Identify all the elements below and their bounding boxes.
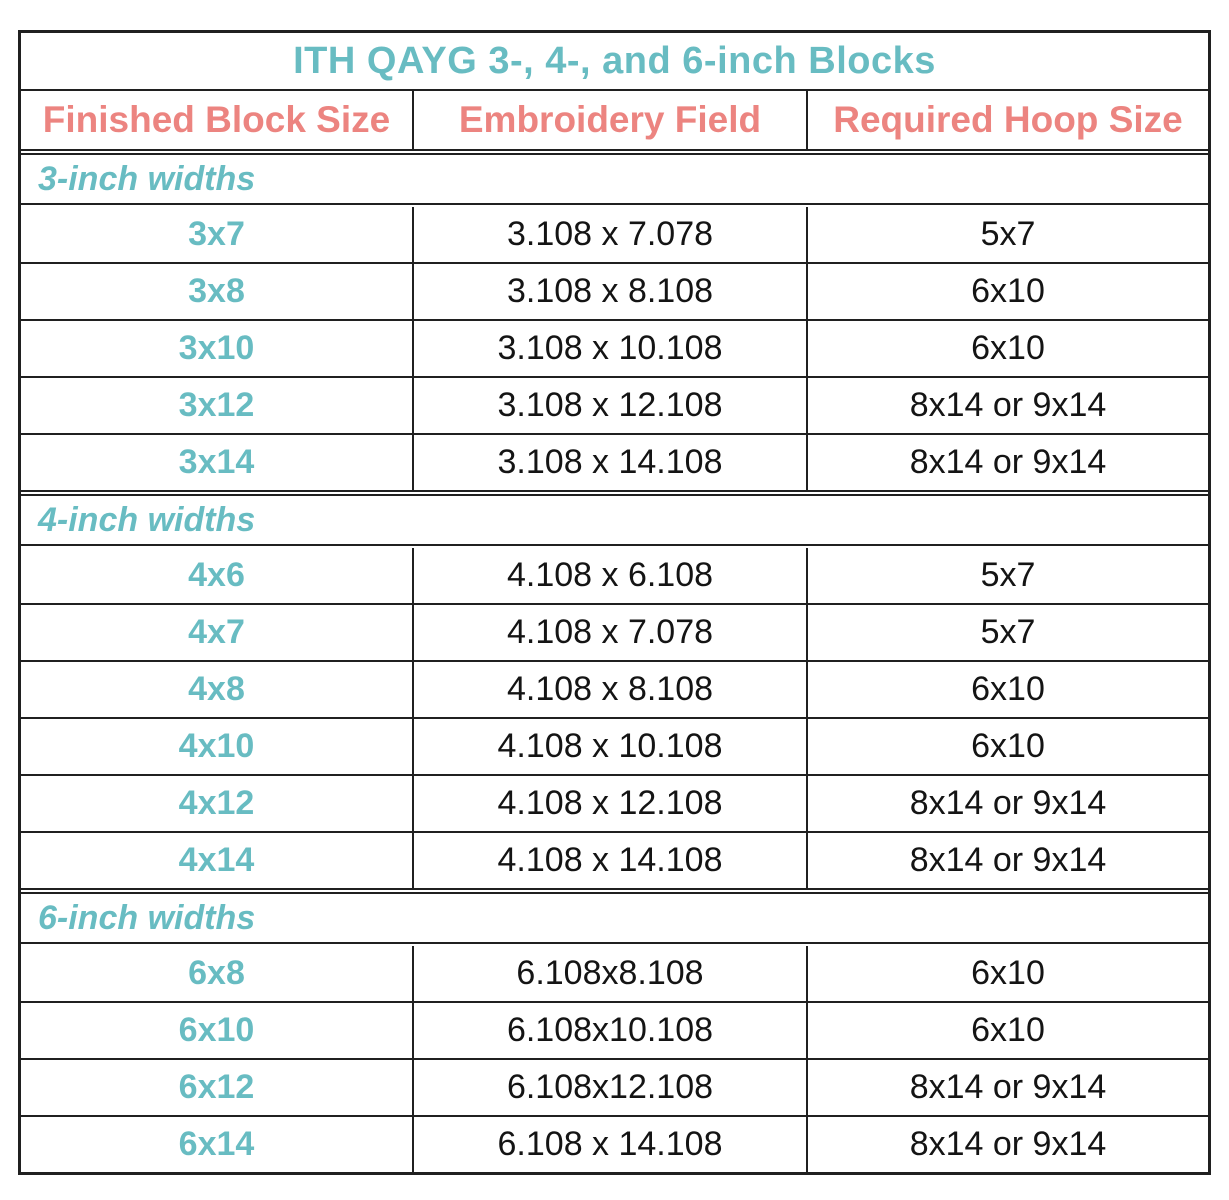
- table-row: [21, 548, 1208, 605]
- hoop-size-cell: 8x14 or 9x14: [909, 841, 1107, 879]
- block-size-cell: 3x8: [21, 264, 414, 319]
- block-size-cell: 3x14: [21, 435, 414, 490]
- table-row: [21, 207, 1208, 264]
- table-row: [21, 719, 1208, 776]
- hoop-size-cell: 6x10: [971, 1011, 1045, 1049]
- hoop-size-cell: 8x14 or 9x14: [909, 386, 1107, 424]
- section-label: 3-inch widths: [38, 159, 256, 198]
- column-header-required-hoop-size: Required Hoop Size: [833, 99, 1183, 140]
- section-label: 4-inch widths: [38, 500, 256, 539]
- hoop-size-cell: 5x7: [980, 215, 1036, 253]
- embroidery-field-cell: 4.108 x 6.108: [414, 548, 808, 603]
- table-row: [21, 321, 1208, 378]
- embroidery-field-cell: 4.108 x 7.078: [414, 605, 808, 660]
- block-size-cell: 3x7: [21, 207, 414, 262]
- table-row: [21, 435, 1208, 492]
- block-size-cell: 3x10: [21, 321, 414, 376]
- embroidery-field-cell: 3.108 x 7.078: [414, 207, 808, 262]
- table-row: [21, 378, 1208, 435]
- embroidery-field-cell: 6.108x8.108: [414, 946, 808, 1001]
- block-size-cell: 4x8: [21, 662, 414, 717]
- table-row: [21, 776, 1208, 833]
- column-header-embroidery-field: Embroidery Field: [414, 91, 808, 149]
- hoop-size-cell: 6x10: [971, 727, 1045, 765]
- embroidery-field-cell: 4.108 x 12.108: [414, 776, 808, 831]
- table-row: [21, 605, 1208, 662]
- table-row: [21, 1003, 1208, 1060]
- hoop-size-cell: 6x10: [971, 954, 1045, 992]
- hoop-size-cell: 8x14 or 9x14: [909, 784, 1107, 822]
- embroidery-field-cell: 6.108 x 14.108: [414, 1117, 808, 1172]
- column-header-finished-block-size: Finished Block Size: [21, 91, 414, 149]
- embroidery-field-cell: 3.108 x 12.108: [414, 378, 808, 433]
- embroidery-field-cell: 4.108 x 14.108: [414, 833, 808, 888]
- embroidery-field-cell: 3.108 x 10.108: [414, 321, 808, 376]
- embroidery-field-cell: 4.108 x 8.108: [414, 662, 808, 717]
- block-size-cell: 6x10: [21, 1003, 414, 1058]
- section-label: 6-inch widths: [38, 898, 256, 937]
- block-size-cell: 6x14: [21, 1117, 414, 1172]
- table-row: [21, 1117, 1208, 1172]
- block-size-cell: 4x6: [21, 548, 414, 603]
- block-size-cell: 6x12: [21, 1060, 414, 1115]
- block-size-cell: 6x8: [21, 946, 414, 1001]
- embroidery-field-cell: 3.108 x 14.108: [414, 435, 808, 490]
- table-title: ITH QAYG 3-, 4-, and 6-inch Blocks: [21, 33, 1208, 91]
- hoop-size-cell: 6x10: [971, 670, 1045, 708]
- hoop-size-cell: 5x7: [980, 613, 1036, 651]
- hoop-size-cell: 5x7: [980, 556, 1036, 594]
- block-size-cell: 3x12: [21, 378, 414, 433]
- block-size-cell: 4x10: [21, 719, 414, 774]
- embroidery-field-cell: 6.108x10.108: [414, 1003, 808, 1058]
- embroidery-field-cell: 6.108x12.108: [414, 1060, 808, 1115]
- hoop-size-cell: 6x10: [971, 329, 1045, 367]
- embroidery-field-cell: 3.108 x 8.108: [414, 264, 808, 319]
- block-size-cell: 4x12: [21, 776, 414, 831]
- table-row: [21, 946, 1208, 1003]
- column-header-row: [21, 91, 1208, 151]
- section-header-6-inch-widths: [21, 892, 1208, 944]
- table-row: [21, 264, 1208, 321]
- blocks-size-table: [18, 30, 1211, 1175]
- section-header-4-inch-widths: [21, 494, 1208, 546]
- section-header-3-inch-widths: [21, 153, 1208, 205]
- hoop-size-cell: 8x14 or 9x14: [909, 1068, 1107, 1106]
- hoop-size-cell: 8x14 or 9x14: [909, 1125, 1107, 1163]
- table-body: [21, 153, 1208, 1172]
- table-row: [21, 662, 1208, 719]
- hoop-size-cell: 8x14 or 9x14: [909, 443, 1107, 481]
- block-size-cell: 4x14: [21, 833, 414, 888]
- block-size-cell: 4x7: [21, 605, 414, 660]
- hoop-size-cell: 6x10: [971, 272, 1045, 310]
- embroidery-field-cell: 4.108 x 10.108: [414, 719, 808, 774]
- table-row: [21, 1060, 1208, 1117]
- table-row: [21, 833, 1208, 890]
